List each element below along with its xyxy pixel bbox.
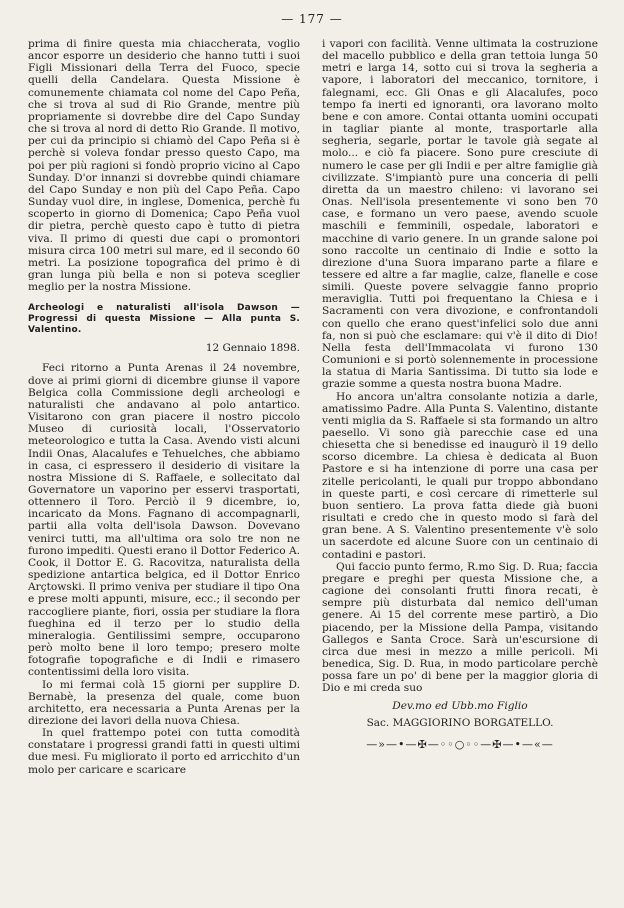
intro-paragraph: prima di finire questa mia chiaccherata, voglio ancor esporre un desiderio che hanno tutti i suoi Figli Missionari della Terra del Fuoco, specie quelli della Candelara. Questa Missione è comunemente chiamata col nome del Capo Peña, che si trova al sud di Rio Grande, mentre più propriamente si dovrebbe dire del Capo Sunday che si trova al nord di detto Rio Grande. Il motivo, per cui da principio si chiamò del Capo Peña si è perchè si voleva fondar presso questo Capo, ma poi per più ragioni si fondò proprio vicino al Capo Sunday. D'or innanzi si dovrebbe quindi chiamare del Capo Sunday e non più del Capo Peña. Capo Sunday vuol dire, in inglese, Domenica, perchè fu scoperto in giorno di Domenica; Capo Peña vuol dir pietra, perchè questo capo è tutto di pietra viva. Il primo di questi due capi o promontori misura circa 100 metri sul mare, ed il secondo 60 metri. La posizione topografica del primo è di gran lunga più bella e non si poteva sceglier meglio per la nostra Missione. [28, 38, 300, 294]
signature: Sac. MAGGIORINO BORGATELLO. [366, 716, 554, 729]
body-paragraph: Feci ritorno a Punta Arenas il 24 novembre, dove ai primi giorni di dicembre giunse il vapore Belgica colla Commissione degli archeologi e naturalisti che andavano al polo antartico. Visitarono con gran piacere il nostro piccolo Museo di curiosità locali, l'Osservatorio meteorologico e tutta la Casa. Avendo visti alcuni Indii Onas, Alacalufes e Tehuelches, che abbiamo in casa, ci espressero il desiderio di visitare la nostra Missione di S. Raffaele, e sollecitato dal Governatore un vaporino per esservi trasportati, ottennero il Toro. Perciò il 9 dicembre, io, incaricato da Mons. Fagnano di accompagnarli, partii alla volta dell'isola Dawson. Dovevano venirci tutti, ma all'ultima ora solo tre non ne furono impediti. Questi erano il Dottor Federico A. Cook, il Dottor E. G. Racovitza, naturalista della spedizione antartica belgica, ed il Dottor Enrico Arçtowski. Il primo veniva per studiare il tipo Ona e prese molti appunti, misure, ecc.; il secondo per raccogliere piante, fiori, ossia per studiare la flora fueghina ed il terzo per lo studio della mineralogia. Gentilissimi sempre, occuparono però molto bene il loro tempo; presero molte fotografie topografiche e di Indii e rimasero contentissimi della loro visita. [28, 362, 300, 679]
dateline: 12 Gennaio 1898. [205, 342, 300, 355]
section-heading: Archeologi e naturalisti all'isola Dawson — Progressi di questa Missione — Alla punta S. Valentino. [28, 303, 300, 336]
page-number: — 177 — [281, 12, 343, 26]
body-paragraph: Ho ancora un'altra consolante notizia a darle, amatissimo Padre. Alla Punta S. Valentino, distante venti miglia da S. Raffaele si sta formando un altro paesello. Vi sono già parecchie case ed una chiesetta che si benedisse ed inaugurò il 19 dello scorso dicembre. La chiesa è dedicata al Buon Pastore e si ha intenzione di porre una casa per zitelle pericolanti, le quali pur troppo abbondano in queste parti, e così cercare di rimetterle sul buon sentiero. La prova fatta diede già buoni risultati e credo che in questo modo si farà del gran bene. A S. Valentino presentemente v'è solo un sacerdote ed alcune Suore con un centinaio di contadini e pastori. [322, 390, 598, 561]
body-paragraph: i vapori con facilità. Venne ultimata la costruzione del macello pubblico e della gran tettoia lunga 50 metri e larga 14, sotto cui si trova la segheria a vapore, i laboratori del meccanico, tornitore, i falegnami, ecc. Gli Onas e gli Alacalufes, poco tempo fa inerti ed ignoranti, ora lavorano molto bene e con amore. Contai ottanta uomini occupati in tagliar piante al monte, trasportarle alla segheria, segarle, portar le tavole già segate al molo... e ciò fa piacere. Sono pure cresciute di numero le case per gli Indii e per altre famiglie già civilizzate. S'impiantò pure una conceria di pelli diretta da un maestro chileno: vi lavorano sei Onas. Nell'isola presentemente vi sono ben 70 case, e formano un vero paese, avendo scuole maschili e femminili, ospedale, laboratori e macchine di vario genere. In un grande salone poi sono raccolte un centinaio di Indie e sotto la direzione d'una Suora imparano parte a filare e tessere ed altre a far maglie, calze, flanelle e cose simili. Queste povere selvaggie fanno proprio meraviglia. Tutti poi frequentano la Chiesa e i Sacramenti con vera divozione, e confrontandoli con quello che erano quest'infelici solo due anni fa, non si può che esclamare: qui v'è il dito di Dio! Nella festa dell'Immacolata vi furono 130 Comunioni e si portò solennemente in processione la statua di Maria Santissima. Di tutto sia lode e grazie somme a questa nostra buona Madre. [322, 38, 598, 391]
left-column [28, 38, 300, 776]
divider-ornament: —»—•—✠—◦◦○◦◦—✠—•—«— [366, 737, 554, 751]
right-column [322, 38, 598, 751]
body-paragraph: In quel frattempo potei con tutta comodità constatare i progressi grandi fatti in questi ultimi due mesi. Fu migliorato il porto ed arricchito d'un molo per caricare e scaricare [28, 727, 300, 776]
body-paragraph: Io mi fermai colà 15 giorni per supplire D. Bernabè, la presenza del quale, come buon architetto, era necessaria a Punta Arenas per la direzione dei lavori della nuova Chiesa. [28, 678, 300, 727]
body-paragraph: Qui faccio punto fermo, R.mo Sig. D. Rua; faccia pregare e preghi per questa Missione che, a cagione dei consolanti frutti finora recati, è sempre più disturbata dal nemico dell'uman genere. Ai 15 del corrente mese partirò, a Dio piacendo, per la Missione della Pampa, visitando Gallegos e Santa Croce. Sarà un'escursione di circa due mesi in mezzo a mille pericoli. Mi benedica, Sig. D. Rua, in modo particolare perchè possa fare un po' di bene per la maggior gloria di Dio e mi creda suo [322, 560, 598, 695]
signoff: Dev.mo ed Ubb.mo Figlio [392, 700, 528, 713]
